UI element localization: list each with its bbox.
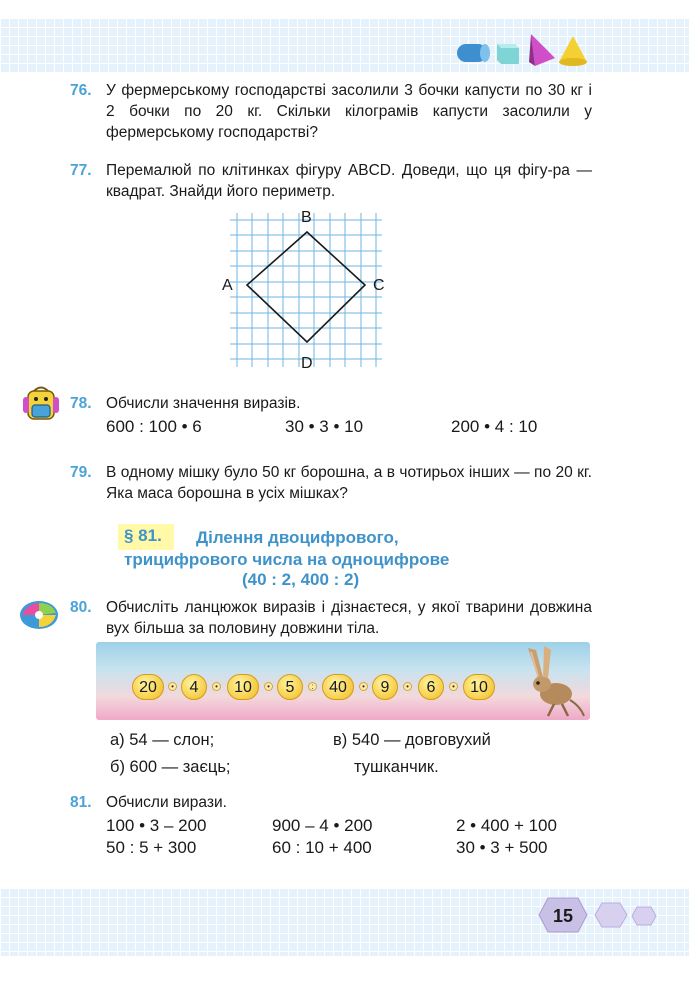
task-number: 80. <box>70 599 92 616</box>
task-77 <box>70 160 592 202</box>
geometric-shapes-icon <box>455 30 595 70</box>
hexagon-decoration <box>594 902 628 928</box>
expression: 200 • 4 : 10 <box>451 417 538 436</box>
chain-value: 5 <box>277 674 303 700</box>
task-78 <box>70 393 592 414</box>
chain-operator: • <box>403 682 412 691</box>
chain-operator: • <box>168 682 177 691</box>
chain-value: 9 <box>372 674 398 700</box>
chain-value: 10 <box>463 674 495 700</box>
task-text: Обчисли значення виразів. <box>106 395 301 412</box>
expression: 2 • 400 + 100 <box>456 816 557 835</box>
chain-operator: • <box>449 682 458 691</box>
puzzle-icon <box>18 597 60 633</box>
chain-value: 6 <box>418 674 444 700</box>
answer-option-c-cont: тушканчик. <box>354 758 439 776</box>
expression: 50 : 5 + 300 <box>106 838 197 857</box>
expression: 30 • 3 • 10 <box>285 417 364 436</box>
task-76 <box>70 80 592 143</box>
task-text: В одному мішку було 50 кг борошна, а в чотирьох інших — по 20 кг. Яка маса борошна в усіх мішках? <box>106 464 592 502</box>
page-number-badge <box>538 896 588 934</box>
chain-operator: • <box>359 682 368 691</box>
vertex-a: A <box>222 277 233 294</box>
chain-operator: • <box>264 682 273 691</box>
task-text: У фермерському господарстві засолили 3 бочки капусти по 30 кг і 2 бочки по 20 кг. Скільки кілограмів капусти засолили у фермерському господарстві? <box>106 82 592 141</box>
task-number: 81. <box>70 794 92 811</box>
square-shape <box>247 232 365 342</box>
chain-operator: • <box>212 682 221 691</box>
task-text: Обчисліть ланцюжок виразів і дізнаєтеся, у якої тварини довжина вух більша за половину довжини тіла. <box>106 599 592 637</box>
vertex-b: B <box>301 209 312 226</box>
answer-option-b: б) 600 — заєць; <box>110 758 231 776</box>
hexagon-decoration <box>631 906 657 926</box>
chain-value: 10 <box>227 674 259 700</box>
page-number: 15 <box>553 906 574 926</box>
square-abcd-figure <box>220 205 400 380</box>
backpack-icon <box>22 383 62 423</box>
expression: 30 • 3 + 500 <box>456 838 548 857</box>
expression-chain <box>96 642 590 720</box>
expression: 900 – 4 • 200 <box>272 816 373 835</box>
section-title-line-2: трицифрового числа на одноцифрове <box>124 550 450 569</box>
expression: 100 • 3 – 200 <box>106 816 207 835</box>
task-number: 78. <box>70 395 92 412</box>
vertex-c: C <box>373 277 385 294</box>
expression: 600 : 100 • 6 <box>106 417 202 436</box>
answer-option-c: в) 540 — довговухий <box>333 731 491 749</box>
task-80 <box>70 597 592 639</box>
section-title-line-1: Ділення двоцифрового, <box>196 528 399 547</box>
vertex-d: D <box>301 355 313 372</box>
jerboa-illustration <box>514 644 588 718</box>
section-title-line-3: (40 : 2, 400 : 2) <box>242 570 360 589</box>
task-79 <box>70 462 592 504</box>
chain-operator: : <box>308 682 317 691</box>
task-number: 76. <box>70 82 92 99</box>
task-81 <box>70 792 592 813</box>
chain-value: 40 <box>322 674 354 700</box>
chain-value: 4 <box>181 674 207 700</box>
expression: 60 : 10 + 400 <box>272 838 372 857</box>
task-number: 77. <box>70 162 92 179</box>
section-number: § 81. <box>124 526 162 545</box>
task-text: Перемалюй по клітинках фігуру ABCD. Доведи, що ця фігу-ра — квадрат. Знайди його периметр. <box>106 162 592 200</box>
chain-value: 20 <box>132 674 164 700</box>
task-number: 79. <box>70 464 92 481</box>
task-text: Обчисли вирази. <box>106 794 227 811</box>
answer-option-a: а) 54 — слон; <box>110 731 215 749</box>
